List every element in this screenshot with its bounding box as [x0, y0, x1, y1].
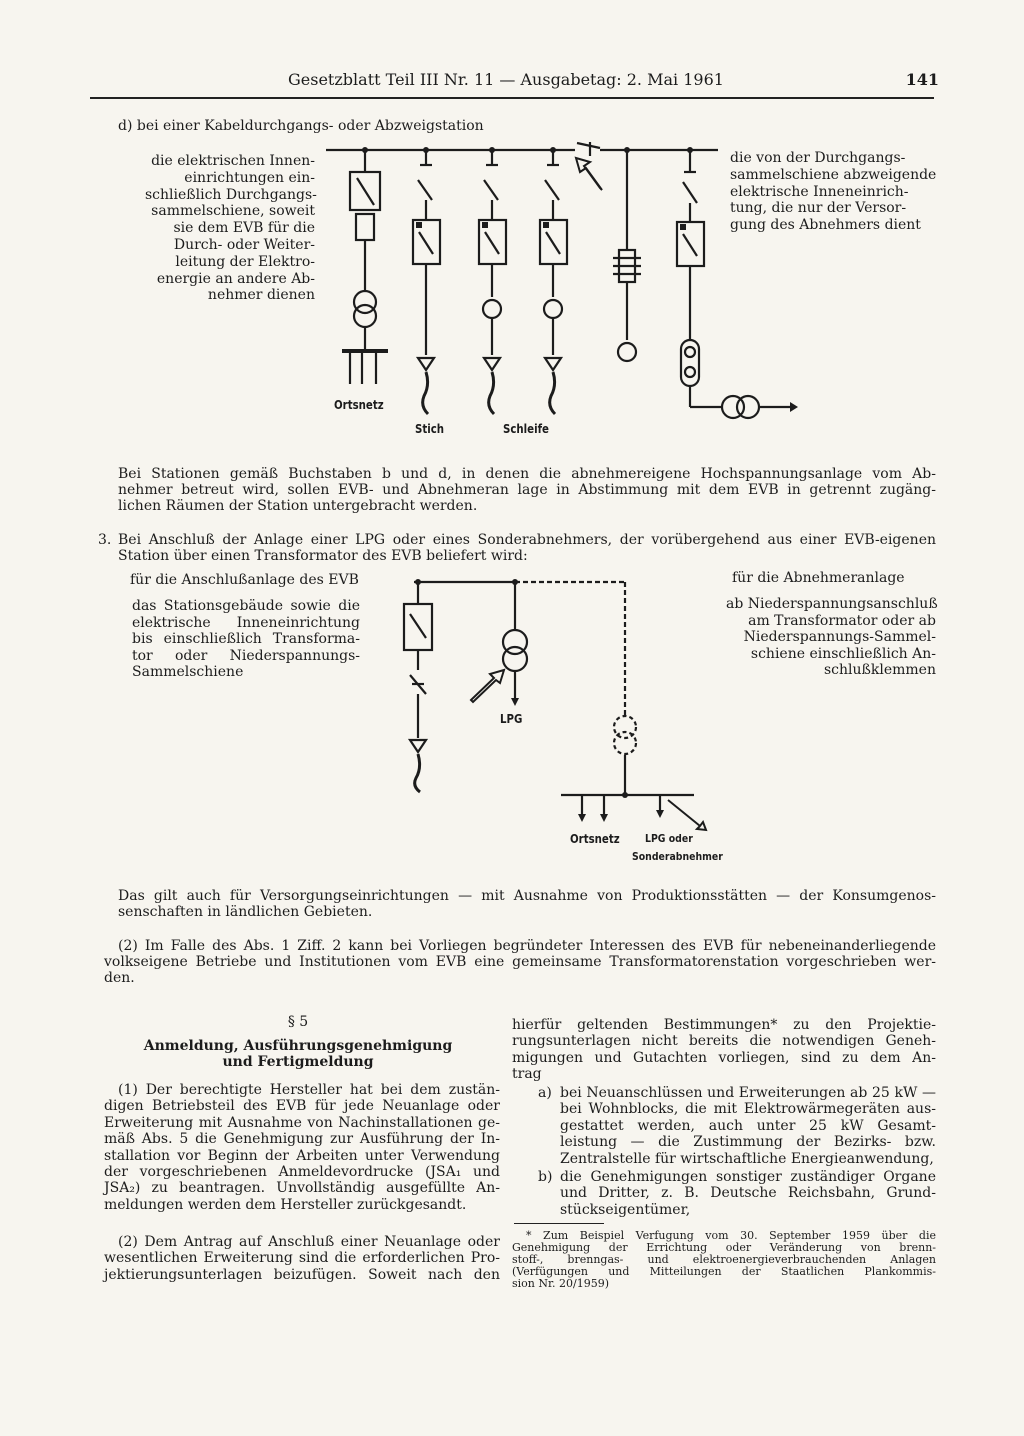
item3-left-title: für die Anschlußanlage des EVB [130, 572, 359, 588]
text-line: (2) Dem Antrag auf Anschluß einer Neuanlage oder [118, 1234, 500, 1250]
text-line: Zentralstelle für wirtschaftliche Energieanwendung, [560, 1150, 934, 1167]
text-line: bei Wohnblocks, die mit Elektrowärmegeräten aus- [560, 1101, 936, 1118]
note-line: schlußklemmen [824, 662, 936, 678]
text-line: hierfür geltenden Bestimmungen* zu den Projektie- [512, 1017, 936, 1033]
note-line: Durch- oder Weiter- [173, 236, 315, 253]
right-col-intro [512, 1017, 936, 1083]
text-line: gestattet werden, auch unter 25 kW Gesamt- [560, 1117, 936, 1134]
section5-p1 [104, 1082, 500, 1213]
note-line: sammelschiene, soweit [151, 203, 315, 220]
note-line: die von der Durchgangs- [730, 150, 906, 166]
text-line: und Dritter, z. B. Deutsche Reichsbahn, Grund- [560, 1185, 936, 1202]
text-line: jektierungsunterlagen beizufügen. Soweit nach den [104, 1266, 500, 1283]
page-number: 141 [905, 70, 939, 89]
text-line: rungsunterlagen nicht bereits die notwendigen Geneh- [512, 1033, 936, 1050]
note-line: ab Niederspannungsanschluß [726, 596, 938, 612]
note-line: einrichtungen ein- [184, 169, 315, 186]
item3-right-note [726, 596, 936, 679]
label-schleife: Schleife [503, 422, 549, 436]
item3-number: 3. [98, 532, 112, 548]
note-line: elektrische Inneneinrichtung [132, 614, 360, 631]
text-line: der vorgeschriebenen Anmeldevordrucke (JSA₁ und [104, 1164, 500, 1181]
note-line: elektrische Inneneinrich- [730, 183, 909, 200]
para-konsum [118, 888, 936, 920]
text-line: senschaften in ländlichen Gebieten. [118, 904, 373, 920]
text-line: migungen und Gutachten vorliegen, sind zu dem An- [512, 1049, 936, 1066]
section5-title-2: und Fertigmeldung [222, 1054, 374, 1070]
text-line: den. [104, 970, 135, 986]
note-line: die elektrischen Innen- [151, 153, 315, 169]
note-line: tor oder Niederspannungs- [132, 647, 360, 664]
footnote-line: stoff-, brenngas- und elektroenergieverbrauchenden Anlagen [512, 1253, 936, 1266]
section5-p2 [104, 1234, 500, 1283]
section-d-heading: d) bei einer Kabeldurchgangs- oder Abzweigstation [118, 118, 484, 134]
text-line: (1) Der berechtigte Hersteller hat bei dem zustän- [118, 1082, 500, 1098]
item-a-label: a) [538, 1085, 552, 1101]
section5-number: § 5 [287, 1014, 309, 1030]
footnote-line: * Zum Beispiel Verfugung vom 30. September 1959 über die [526, 1229, 936, 1242]
note-line: am Transformator oder ab [748, 612, 936, 629]
note-line: sammelschiene abzweigende [730, 166, 937, 183]
section5-title-1: Anmeldung, Ausführungsgenehmigung [143, 1038, 453, 1054]
section-d-left-note [145, 153, 315, 304]
text-line: Station über einen Transformator des EVB beliefert wird: [118, 548, 528, 564]
text-line: leistung — die Zustimmung der Bezirks- bzw. [560, 1134, 936, 1151]
note-line: schiene einschließlich An- [750, 645, 936, 662]
text-line: lichen Räumen der Station untergebracht werden. [118, 498, 478, 514]
label-ortsnetz-lpg: Ortsnetz [570, 832, 620, 846]
item-b-label: b) [538, 1169, 553, 1185]
text-line: meldungen werden dem Hersteller zurückgesandt. [104, 1196, 467, 1213]
text-line: mäß Abs. 5 die Genehmigung zur Ausführung der In- [104, 1131, 500, 1148]
text-line: digen Betriebsteil des EVB für jede Neuanlage oder [104, 1098, 500, 1115]
footnote [512, 1230, 936, 1290]
text-line: (2) Im Falle des Abs. 1 Ziff. 2 kann bei Vorliegen begründeter Interessen des EVB für nebeneinanderliegende [118, 938, 936, 954]
note-line: Niederspannungs-Sammel- [743, 629, 936, 645]
text-line: die Genehmigungen sonstiger zuständiger Organe [560, 1169, 936, 1185]
label-stich: Stich [415, 422, 445, 436]
text-line: stallation vor Beginn der Arbeiten unter Verwendung [104, 1147, 500, 1164]
item-b-text [560, 1169, 936, 1218]
item3-right-title: für die Abnehmeranlage [732, 570, 905, 586]
note-line: das Stationsgebäude sowie die [132, 598, 360, 614]
footnote-rule [514, 1223, 604, 1224]
section-d-right-note [730, 150, 936, 234]
note-line: schließlich Durchgangs- [145, 186, 317, 203]
text-line: Erweiterung mit Ausnahme von Nachinstallationen ge- [104, 1114, 500, 1131]
text-line: volkseigene Betriebe und Institutionen vom EVB eine gemeinsame Transformatorenstation vorgeschrieben wer- [104, 954, 936, 970]
label-ortsnetz-d: Ortsnetz [334, 398, 384, 412]
note-line: energie an andere Ab- [156, 270, 315, 287]
note-line: Sammelschiene [132, 664, 244, 680]
item3-left-note [132, 598, 360, 681]
note-line: nehmer dienen [207, 287, 315, 304]
para-2 [104, 938, 936, 986]
text-line: nehmer betreut wird, sollen EVB- und Abnehmeran lage in Abstimmung mit dem EVB in getrennt zugäng- [118, 482, 936, 498]
running-header: Gesetzblatt Teil III Nr. 11 — Ausgabetag: 2. Mai 1961 [288, 70, 724, 89]
label-lpg: LPG [500, 712, 523, 726]
para-stations [118, 466, 936, 514]
label-sonderabnehmer: Sonderabnehmer [632, 850, 723, 863]
footnote-line: sion Nr. 20/1959) [512, 1277, 610, 1290]
footnote-line: (Verfügungen und Mitteilungen der Staatlichen Plankommis- [512, 1265, 936, 1278]
text-line: Bei Stationen gemäß Buchstaben b und d, in denen die abnehmereigene Hochspannungsanlage vom Ab- [118, 466, 936, 482]
text-line: wesentlichen Erweiterung sind die erforderlichen Pro- [104, 1250, 500, 1267]
text-line: JSA₂) zu beantragen. Unvollständig ausgefüllte An- [104, 1180, 500, 1197]
text-line: stückseigentümer, [560, 1201, 691, 1218]
note-line: leitung der Elektro- [175, 253, 315, 270]
note-line: tung, die nur der Versor- [730, 200, 907, 217]
header-rule [90, 97, 934, 99]
note-line: bis einschließlich Transforma- [132, 631, 360, 647]
label-lpg-oder: LPG oder [645, 832, 693, 845]
text-line: bei Neuanschlüssen und Erweiterungen ab 25 kW — [560, 1085, 936, 1101]
text-line: Bei Anschluß der Anlage einer LPG oder eines Sonderabnehmers, der vorübergehend aus einer EVB-eigenen [118, 532, 936, 548]
item3-text [118, 532, 936, 564]
text-line: trag [512, 1066, 542, 1083]
note-line: gung des Abnehmers dient [730, 217, 921, 234]
footnote-line: Genehmigung der Errichtung oder Veränderung von brenn- [512, 1241, 936, 1254]
text-line: Das gilt auch für Versorgungseinrichtungen — mit Ausnahme von Produktionsstätten — der Konsumgenos- [118, 888, 936, 904]
item-a-text [560, 1085, 936, 1167]
note-line: sie dem EVB für die [173, 220, 315, 237]
